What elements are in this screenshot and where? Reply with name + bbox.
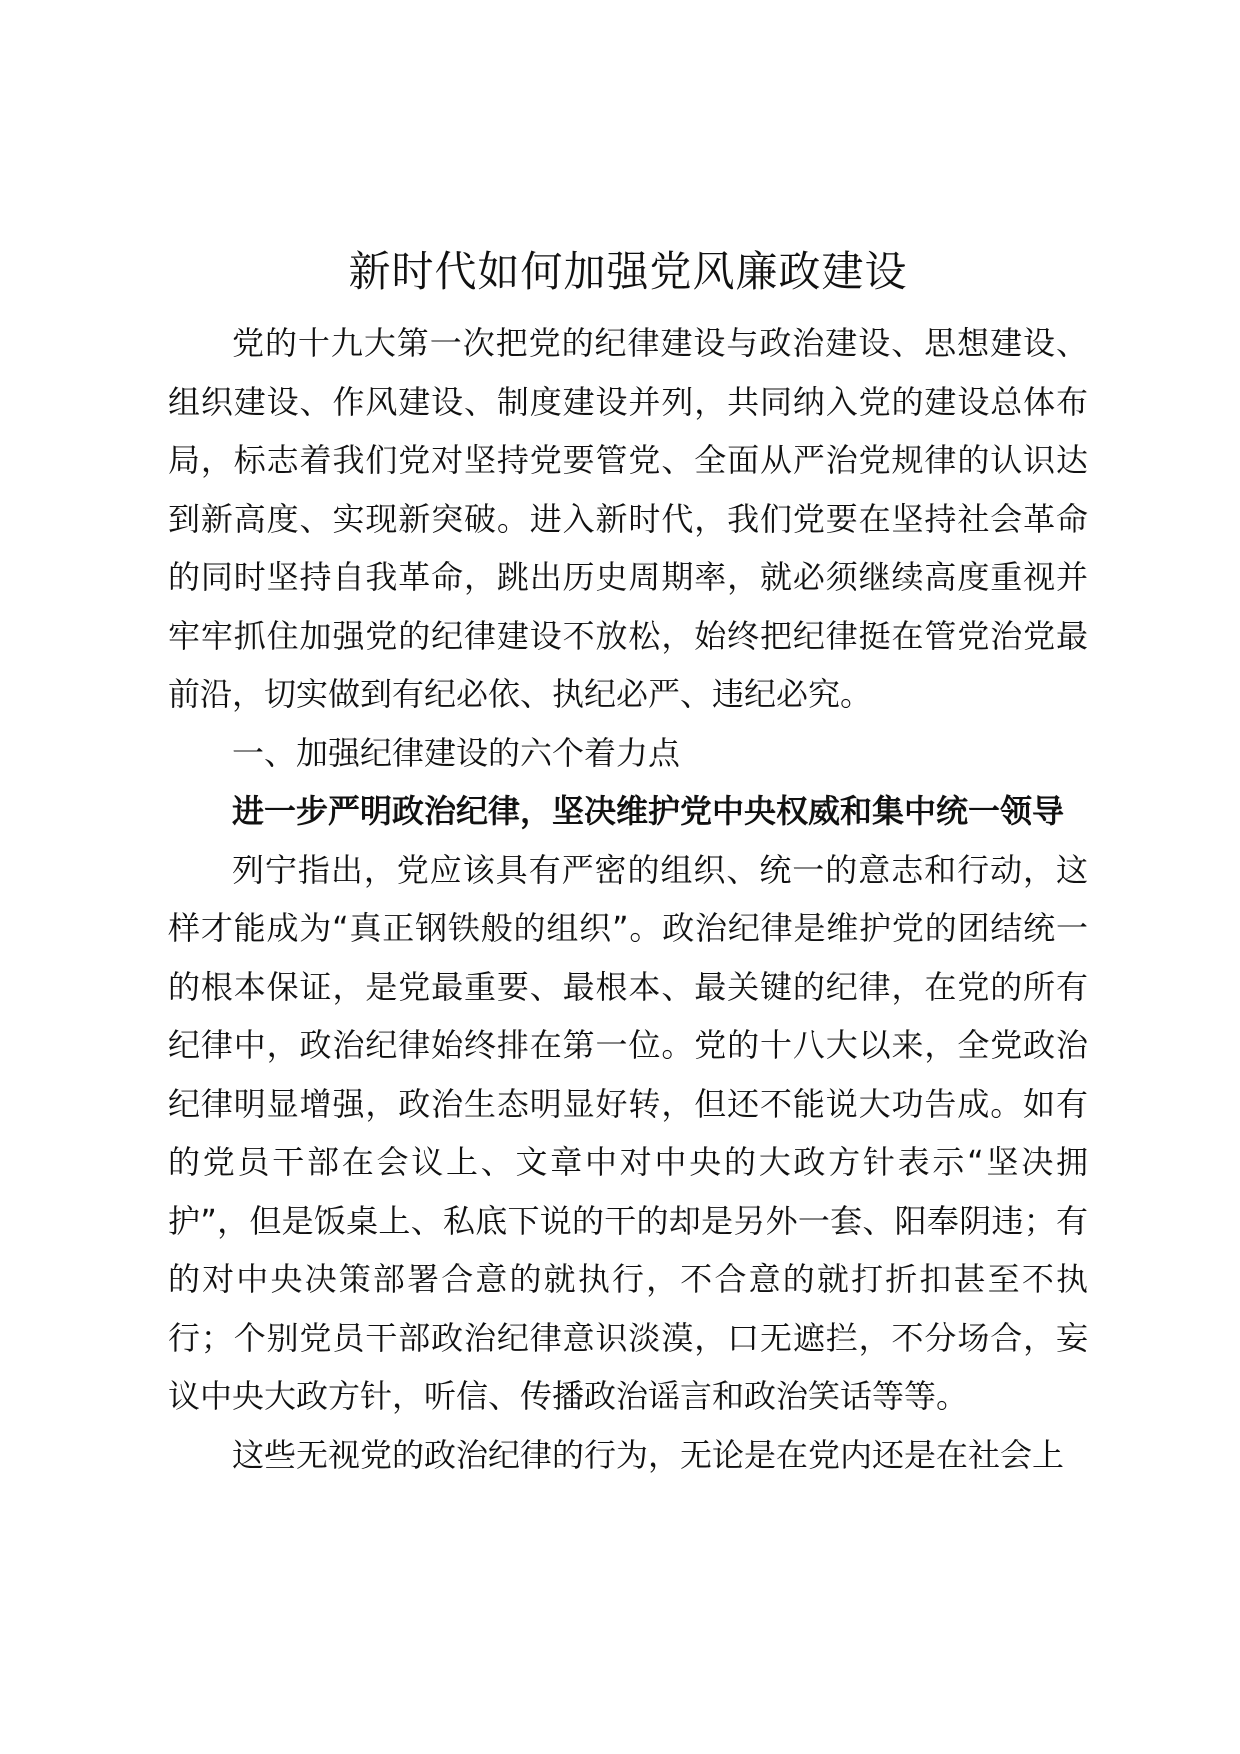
section-heading: 一、加强纪律建设的六个着力点: [232, 733, 681, 772]
document-title: 新时代如何加强党风廉政建设: [348, 247, 908, 296]
body-paragraph-1: 列宁指出，党应该具有严密的组织、统一的意志和行动，这样才能成为“真正钢铁般的组织”。政治纪律是维护党的团结统一的根本保证，是党最重要、最根本、最关键的纪律，在党的所有纪律中，政治纪律始终排在第一位。党的十八大以来，全党政治纪律明显增强，政治生态明显好转，但还不能说大功告成。如有的党员干部在会议上、文章中对中央的大政方针表示“坚决拥护”，但是饭桌上、私底下说的干的却是另外一套、阳奉阴违；有的对中央决策部署合意的就执行，不合意的就打折扣甚至不执行；个别党员干部政治纪律意识淡漠，口无遮拦，不分场合，妄议中央大政方针，听信、传播政治谣言和政治笑话等等。: [168, 850, 1088, 1415]
body-paragraph-2: 这些无视党的政治纪律的行为，无论是在党内还是在社会上: [232, 1435, 1065, 1474]
document-body: [168, 240, 1088, 1484]
bold-subheading: 进一步严明政治纪律，坚决维护党中央权威和集中统一领导: [232, 792, 1065, 830]
intro-paragraph: 党的十九大第一次把党的纪律建设与政治建设、思想建设、组织建设、作风建设、制度建设并列，共同纳入党的建设总体布局，标志着我们党对坚持党要管党、全面从严治党规律的认识达到新高度、实现新突破。进入新时代，我们党要在坚持社会革命的同时坚持自我革命，跳出历史周期率，就必须继续高度重视并牢牢抓住加强党的纪律建设不放松，始终把纪律挺在管党治党最前沿，切实做到有纪必依、执纪必严、违纪必究。: [168, 324, 1088, 713]
